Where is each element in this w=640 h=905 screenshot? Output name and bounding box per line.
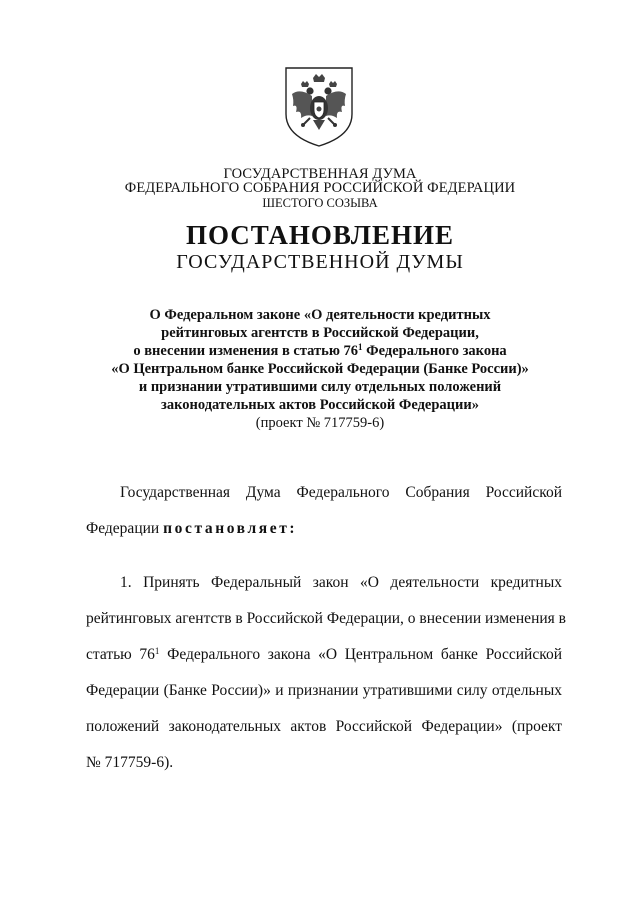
- paragraph-resolves: [86, 475, 562, 547]
- paragraph-line: положений законодательных актов Российской Федерации» (проект: [86, 718, 562, 735]
- paragraph-line: Федерации (Банке России)» и признании утратившими силу отдельных: [86, 682, 562, 699]
- subject-line: О Федеральном законе «О деятельности кредитных: [149, 307, 491, 323]
- document-subtitle: ГОСУДАРСТВЕННОЙ ДУМЫ: [176, 251, 464, 273]
- subject-line: «О Центральном банке Российской Федерации (Банке России)»: [111, 361, 529, 377]
- paragraph-text: Федерации: [86, 520, 164, 537]
- paragraph-text: статью 76: [86, 646, 155, 663]
- paragraph-line: [86, 511, 562, 547]
- paragraph-text: Федерального закона «О Центральном банке Российской: [159, 646, 562, 663]
- paragraph-line: № 717759-6).: [86, 754, 174, 771]
- state-emblem-icon: [282, 64, 356, 148]
- org-line-1: ГОСУДАРСТВЕННАЯ ДУМА: [223, 166, 417, 182]
- subject-line: и признании утратившими силу отдельных положений: [138, 379, 502, 395]
- superscript: 1: [358, 342, 363, 352]
- subject-text: Федерального закона: [362, 343, 507, 359]
- convocation: ШЕСТОГО СОЗЫВА: [262, 196, 378, 210]
- document-subject: [0, 306, 640, 432]
- subject-text: о внесении изменения в статью 76: [133, 343, 359, 359]
- project-number: (проект № 717759-6): [255, 415, 385, 431]
- superscript: 1: [154, 646, 160, 656]
- resolves-word: постановляет:: [163, 520, 298, 537]
- subject-line: [0, 342, 640, 360]
- subject-line: законодательных актов Российской Федерации»: [161, 397, 479, 413]
- paragraph-line: рейтинговых агентств в Российской Федерации, о внесении изменения в: [86, 610, 566, 627]
- org-line-2: ФЕДЕРАЛЬНОГО СОБРАНИЯ РОССИЙСКОЙ ФЕДЕРАЦИИ: [124, 180, 516, 196]
- paragraph-line: [86, 637, 562, 673]
- document-title: ПОСТАНОВЛЕНИЕ: [185, 220, 455, 250]
- paragraph-line: Государственная Дума Федерального Собрания Российской: [120, 484, 562, 501]
- paragraph-item-1: [86, 565, 566, 781]
- paragraph-line: 1. Принять Федеральный закон «О деятельности кредитных: [120, 574, 562, 591]
- subject-line: рейтинговых агентств в Российской Федерации,: [161, 325, 479, 341]
